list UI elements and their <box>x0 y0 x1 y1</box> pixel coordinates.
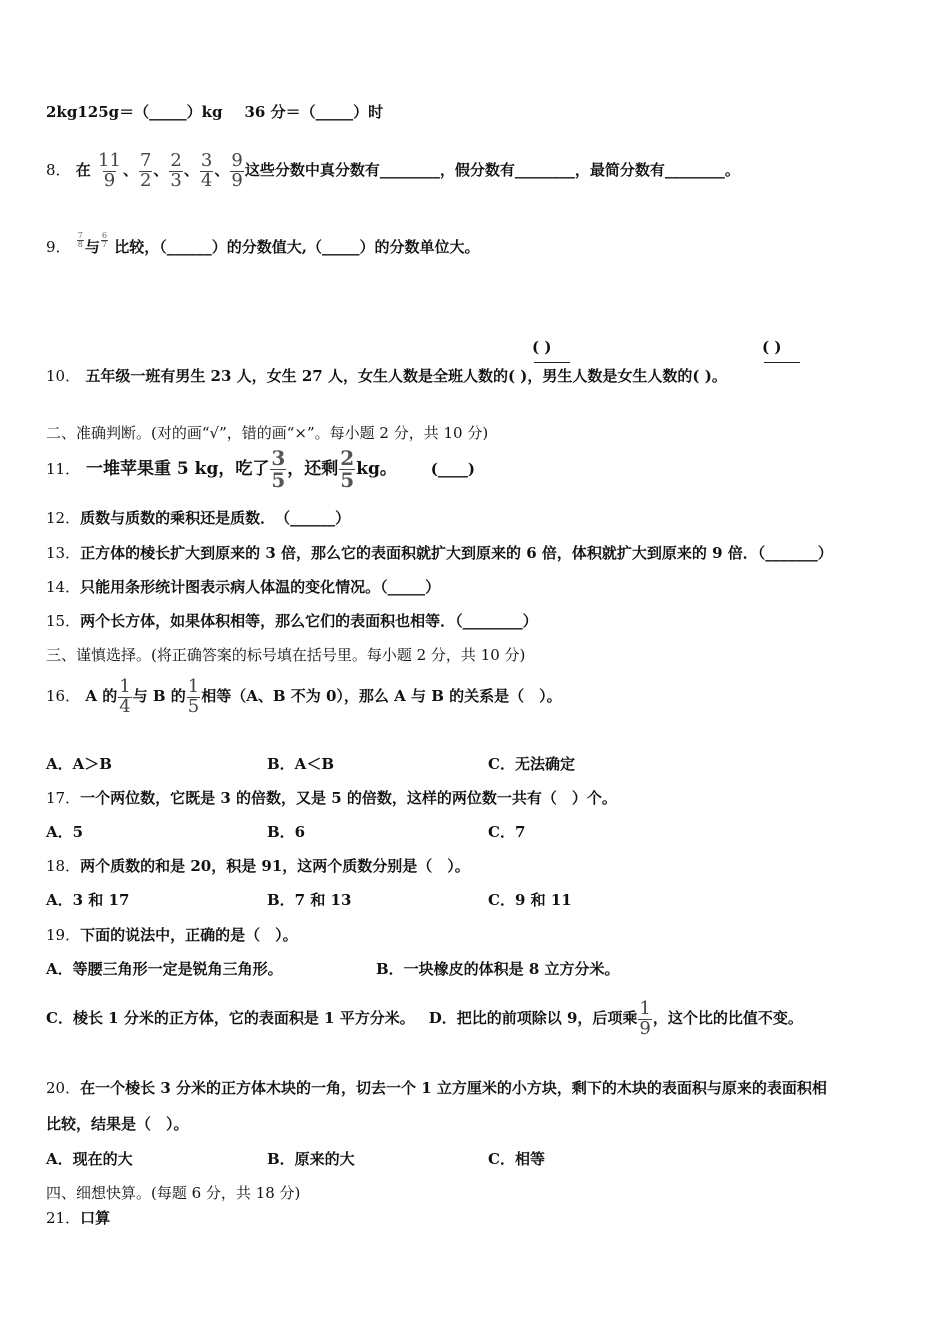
q8-sep: 、 <box>183 161 199 179</box>
q18-option-b[interactable]: B．7 和 13 <box>267 891 352 909</box>
q9-fraction-2: $\frac{6}{7}$ <box>101 231 107 250</box>
q12-text: 质数与质数的乘积还是质数． （______） <box>80 509 351 527</box>
section-2-heading: 二、准确判断。(对的画“√”，错的画“×”。每小题 2 分，共 10 分) <box>46 424 489 442</box>
q15-number: 15． <box>46 612 81 630</box>
q13-text: 正方体的棱长扩大到原来的 3 倍，那么它的表面积就扩大到原来的 6 倍，体积就扩大到原来的 9 倍．（_______） <box>80 544 833 562</box>
q16-option-a[interactable]: A．A＞B <box>46 755 112 773</box>
q8-fraction: $\frac{9}{9}$ <box>231 149 243 191</box>
q10-text3: 。 <box>711 367 727 385</box>
question-20-line-1 <box>46 1078 827 1098</box>
q18-text: 两个质数的和是 20，积是 91，这两个质数分别是（ ）。 <box>80 857 470 875</box>
q10-blank2-top: ( ) <box>762 338 782 356</box>
question-10 <box>46 366 727 386</box>
q21-text: 口算 <box>80 1209 111 1227</box>
q19-fraction: $\frac{1}{9}$ <box>639 997 651 1039</box>
question-12 <box>46 508 350 528</box>
q10-blank1-top: ( ) <box>532 338 552 356</box>
q17-option-c[interactable]: C．7 <box>488 823 526 841</box>
q10-blank2-bottom: ( ) <box>692 367 712 385</box>
q10-fraction-bar-2 <box>764 362 800 363</box>
q20-text-line1: 在一个棱长 3 分米的正方体木块的一角，切去一个 1 立方厘米的小方块，剩下的木块的表面积与原来的表面积相 <box>80 1079 827 1097</box>
q8-tail: 这些分数中真分数有________，假分数有________，最简分数有________。 <box>244 161 740 179</box>
q19-option-c[interactable]: C．棱长 1 分米的正方体，它的表面积是 1 平方分米。 <box>46 1009 415 1027</box>
q10-text1: 五年级一班有男生 23 人，女生 27 人，女生人数是全班人数的 <box>85 367 508 385</box>
question-17 <box>46 788 617 808</box>
q10-blank1-bottom: ( ) <box>507 367 528 385</box>
q17-number: 17． <box>46 789 81 807</box>
q21-number: 21． <box>46 1209 81 1227</box>
question-16 <box>46 676 562 716</box>
q7-line <box>46 102 383 122</box>
q13-number: 13． <box>46 544 81 562</box>
q9-tail: 比较，（______）的分数值大,（_____）的分数单位大。 <box>114 238 480 256</box>
q14-number: 14． <box>46 578 81 596</box>
q10-fraction-bar-1 <box>534 362 570 363</box>
question-14 <box>46 577 440 597</box>
q20-option-b[interactable]: B．原来的大 <box>267 1150 355 1168</box>
q8-sep: 、 <box>153 161 169 179</box>
question-11 <box>46 448 475 491</box>
q11-text-a: 一堆苹果重 5 kg，吃了 <box>86 459 270 479</box>
q10-text2: ，男生人数是女生人数的 <box>527 367 693 385</box>
q8-lead: 在 <box>75 161 91 179</box>
section-3-heading: 三、谨慎选择。(将正确答案的标号填在括号里。每小题 2 分，共 10 分) <box>46 646 526 664</box>
q19-text: 下面的说法中，正确的是（ ）。 <box>80 926 298 944</box>
q16-text-b: 与 B 的 <box>132 687 186 705</box>
q16-number: 16． <box>46 687 81 705</box>
q17-option-b[interactable]: B．6 <box>267 823 306 841</box>
q11-number: 11． <box>46 460 81 478</box>
q19-option-row-2 <box>46 998 803 1038</box>
q16-fraction-1: $\frac{1}{4}$ <box>119 675 131 717</box>
q14-text: 只能用条形统计图表示病人体温的变化情况。（_____） <box>80 578 441 596</box>
q9-number: 9． <box>46 238 71 256</box>
q11-blank: (____) <box>430 460 475 478</box>
question-18 <box>46 856 470 876</box>
q11-fraction-1: $\frac{3}{5}$ <box>271 446 286 492</box>
q7-part1: 2kg125g＝（_____）kg <box>46 103 223 121</box>
q16-text-a: A 的 <box>85 687 118 705</box>
q16-option-c[interactable]: C．无法确定 <box>488 755 575 773</box>
q16-text-c: 相等（A、B 不为 0），那么 A 与 B 的关系是（ ）。 <box>201 687 562 705</box>
q8-fraction: $\frac{3}{4}$ <box>200 149 213 191</box>
q18-option-c[interactable]: C．9 和 11 <box>488 891 572 909</box>
q8-fraction: $\frac{2}{3}$ <box>170 149 182 191</box>
question-21 <box>46 1208 110 1228</box>
q12-number: 12． <box>46 509 81 527</box>
q16-option-b[interactable]: B．A＜B <box>267 755 334 773</box>
q8-sep: 、 <box>122 161 138 179</box>
q8-fraction: $\frac{11}{9}$ <box>98 149 121 191</box>
q17-option-a[interactable]: A．5 <box>46 823 84 841</box>
q16-fraction-2: $\frac{1}{5}$ <box>187 675 200 717</box>
q8-sep: 、 <box>214 161 230 179</box>
q9-mid: 与 <box>84 238 100 256</box>
question-13 <box>46 543 833 563</box>
q18-number: 18． <box>46 857 81 875</box>
question-20-line-2: 比较，结果是（ ）。 <box>46 1115 189 1133</box>
q10-number: 10． <box>46 367 81 385</box>
q19-option-d[interactable]: D．把比的前项除以 9，后项乘 $\frac{1}{9}$ ，这个比的比值不变。 <box>428 997 803 1039</box>
question-15 <box>46 611 538 631</box>
q7-part2: 36 分＝（_____）时 <box>244 103 384 121</box>
q11-fraction-2: $\frac{2}{5}$ <box>340 446 355 492</box>
q17-text: 一个两位数，它既是 3 的倍数，又是 5 的倍数，这样的两位数一共有（ ）个。 <box>80 789 617 807</box>
q19-option-a[interactable]: A．等腰三角形一定是锐角三角形。 <box>46 960 283 978</box>
q8-fraction: $\frac{7}{2}$ <box>139 149 152 191</box>
question-8 <box>46 150 740 190</box>
q15-text: 两个长方体，如果体积相等，那么它们的表面积也相等．（________） <box>80 612 538 630</box>
q19-number: 19． <box>46 926 81 944</box>
q18-option-a[interactable]: A．3 和 17 <box>46 891 130 909</box>
question-19 <box>46 925 298 945</box>
question-9 <box>46 232 479 262</box>
q20-option-a[interactable]: A．现在的大 <box>46 1150 133 1168</box>
q20-number: 20． <box>46 1079 81 1097</box>
q11-text-c: kg。 <box>356 459 397 479</box>
q8-number: 8． <box>46 161 71 179</box>
q20-option-c[interactable]: C．相等 <box>488 1150 545 1168</box>
q9-fraction-1: $\frac{7}{8}$ <box>77 231 83 250</box>
q19-option-b[interactable]: B．一块橡皮的体积是 8 立方分米。 <box>376 960 620 978</box>
section-4-heading: 四、细想快算。(每题 6 分，共 18 分) <box>46 1184 301 1202</box>
q11-text-b: ，还剩 <box>287 459 339 479</box>
